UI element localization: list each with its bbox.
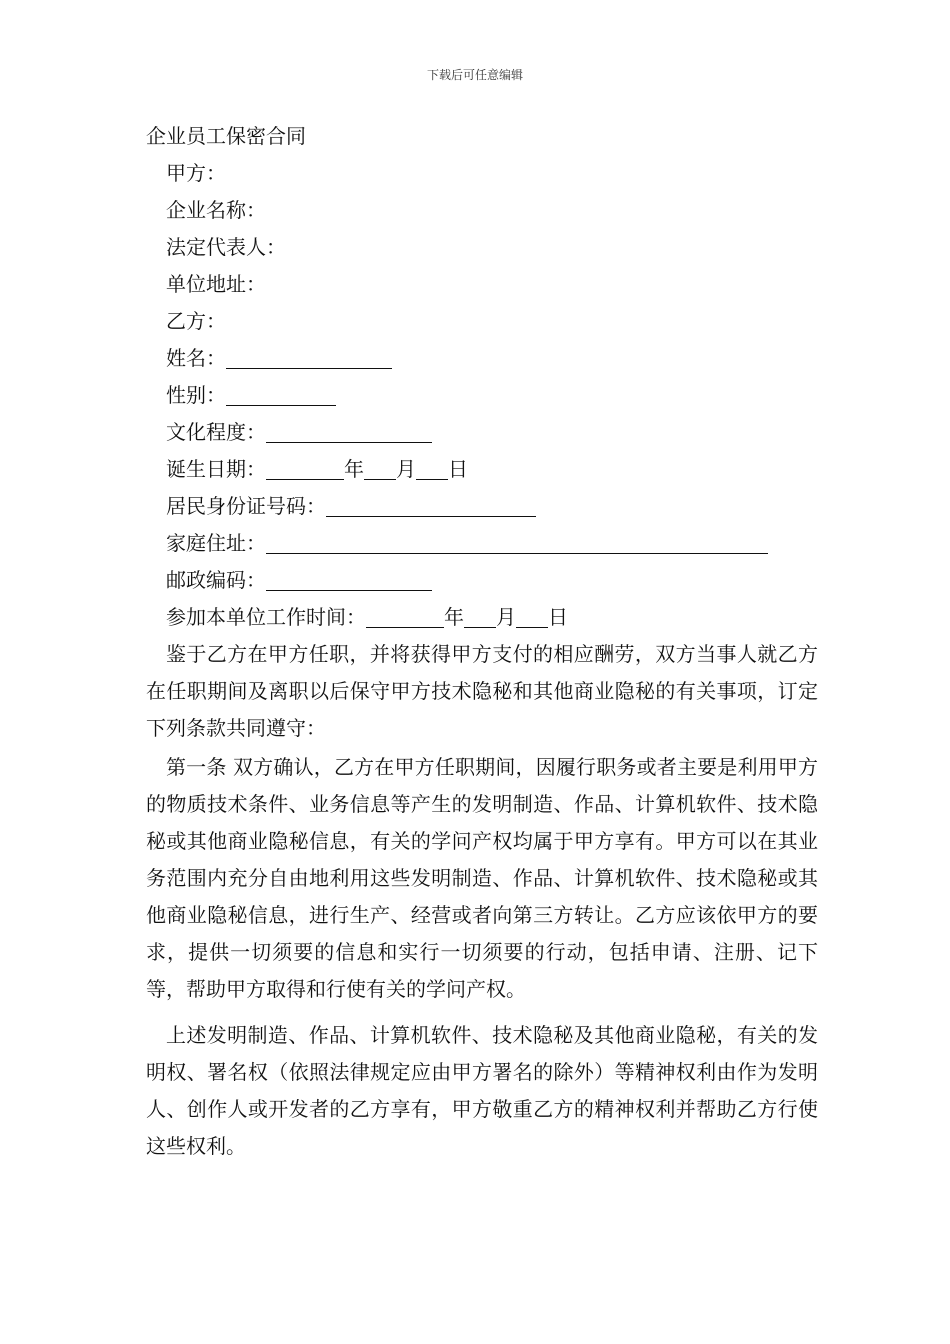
home-address-label: 家庭住址： <box>166 531 266 555</box>
join-month-blank <box>464 605 496 628</box>
document-title: 企业员工保密合同 <box>146 124 306 148</box>
legal-rep-field <box>146 229 818 266</box>
postal-code-label: 邮政编码： <box>166 568 266 592</box>
year-unit: 年 <box>444 605 464 629</box>
month-unit: 月 <box>496 605 516 629</box>
gender-field <box>146 377 818 414</box>
education-label: 文化程度： <box>166 420 266 444</box>
month-unit: 月 <box>396 457 416 481</box>
id-number-blank <box>326 494 536 517</box>
gender-blank <box>226 383 336 406</box>
join-date-label: 参加本单位工作时间： <box>166 605 366 629</box>
year-unit: 年 <box>344 457 364 481</box>
gender-label: 性别： <box>166 383 226 407</box>
education-blank <box>266 420 432 443</box>
name-blank <box>226 346 392 369</box>
join-date-field <box>146 599 818 636</box>
postal-code-field <box>146 562 818 599</box>
home-address-blank <box>266 531 768 554</box>
article-1-paragraph: 第一条 双方确认，乙方在甲方任职期间，因履行职务或者主要是利用甲方的物质技术条件、业务信息等产生的发明制造、作品、计算机软件、技术隐秘或其他商业隐秘信息，有关的学问产权均属于甲方享有。甲方可以在其业务范围内充分自由地利用这些发明制造、作品、计算机软件、技术隐秘或其他商业隐秘信息，进行生产、经营或者向第三方转让。乙方应该依甲方的要求，提供一切须要的信息和实行一切须要的行动，包括申请、注册、记下等，帮助甲方取得和行使有关的学问产权。 <box>146 755 818 1001</box>
name-label: 姓名： <box>166 346 226 370</box>
day-unit: 日 <box>448 457 468 481</box>
party-a-label: 甲方： <box>166 161 226 185</box>
name-field <box>146 340 818 377</box>
day-unit: 日 <box>548 605 568 629</box>
home-address-field <box>146 525 818 562</box>
join-year-blank <box>366 605 444 628</box>
join-day-blank <box>516 605 548 628</box>
id-number-label: 居民身份证号码： <box>166 494 326 518</box>
page-header-note: 下载后可任意编辑 <box>426 68 523 82</box>
article-1-continuation-paragraph: 上述发明制造、作品、计算机软件、技术隐秘及其他商业隐秘，有关的发明权、署名权（依照法律规定应由甲方署名的除外）等精神权利由作为发明人、创作人或开发者的乙方享有，甲方敬重乙方的精神权利并帮助乙方行使这些权利。 <box>146 1023 818 1158</box>
company-name-label: 企业名称： <box>166 198 266 222</box>
id-number-field <box>146 488 818 525</box>
birth-month-blank <box>364 457 396 480</box>
postal-code-blank <box>266 568 432 591</box>
birth-date-field <box>146 451 818 488</box>
preamble-paragraph: 鉴于乙方在甲方任职，并将获得甲方支付的相应酬劳，双方当事人就乙方在任职期间及离职以后保守甲方技术隐秘和其他商业隐秘的有关事项，订定下列条款共同遵守： <box>146 642 818 740</box>
legal-rep-label: 法定代表人： <box>166 235 286 259</box>
company-name-field <box>146 192 818 229</box>
address-label: 单位地址： <box>166 272 266 296</box>
birth-date-label: 诞生日期： <box>166 457 266 481</box>
contract-document <box>146 118 818 1165</box>
party-b-label: 乙方： <box>166 309 226 333</box>
birth-year-blank <box>266 457 344 480</box>
address-field <box>146 266 818 303</box>
birth-day-blank <box>416 457 448 480</box>
education-field <box>146 414 818 451</box>
